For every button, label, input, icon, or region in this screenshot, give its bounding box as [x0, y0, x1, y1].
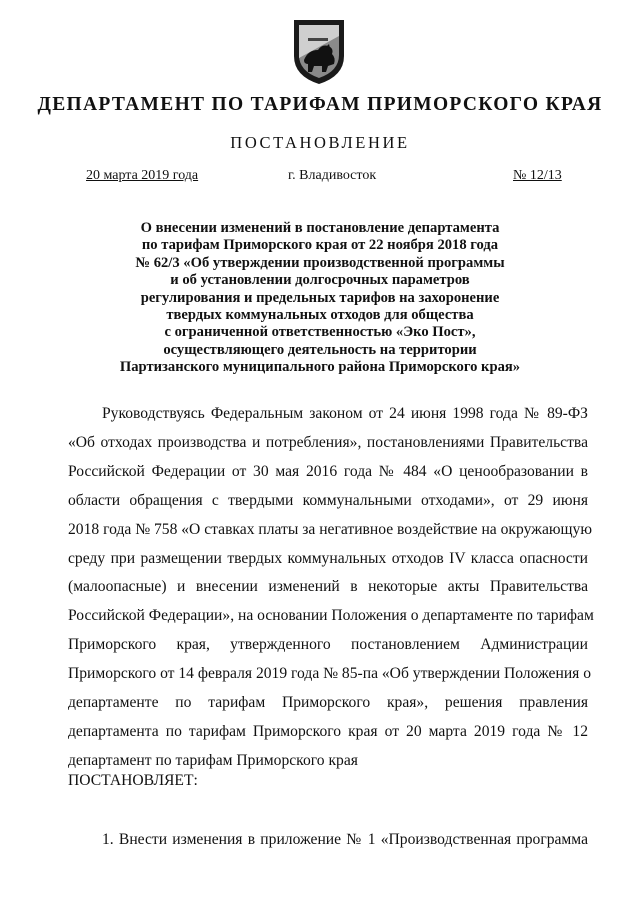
body-line: (малоопасные) и внесении изменений в некоторые акты Правительства — [68, 578, 588, 596]
body-line: Руководствуясь Федеральным законом от 24 июня 1998 года № 89-ФЗ — [102, 405, 588, 422]
item-1 — [68, 826, 588, 855]
title-line: по тарифам Приморского края от 22 ноября 2018 года — [141, 237, 499, 254]
body-line: департаменте по тарифам Приморского края», решения правления — [68, 694, 588, 712]
title-line: Партизанского муниципального района Приморского края» — [119, 359, 521, 376]
title-line: осуществляющего деятельность на территории — [163, 341, 477, 358]
title-line: № 62/3 «Об утверждении производственной программы — [135, 254, 505, 271]
title-line: твердых коммунальных отходов для общества — [166, 307, 474, 324]
document-type: ПОСТАНОВЛЕНИЕ — [230, 133, 410, 152]
item-1-line: 1. Внести изменения в приложение № 1 «Производственная программа — [102, 831, 588, 848]
body-line: Приморского края, утвержденного постановлением Администрации — [68, 636, 588, 654]
body-line: департамента по тарифам Приморского края от 20 марта 2019 года № 12 — [68, 722, 588, 740]
body-line: Российской Федерации», на основании Положения о департаменте по тарифам — [68, 607, 594, 625]
primorsky-krai-coat-of-arms-icon — [288, 16, 350, 86]
document-city: г. Владивосток — [288, 168, 377, 183]
body-line: Российской Федерации от 30 мая 2016 года № 484 «О ценообразовании в — [68, 462, 588, 480]
body-line: среду при размещении твердых коммунальных отходов IV класса опасности — [68, 549, 588, 567]
department-name: ДЕПАРТАМЕНТ ПО ТАРИФАМ ПРИМОРСКОГО КРАЯ — [37, 94, 603, 115]
title-line: с ограниченной ответственностью «Эко Пост», — [164, 324, 476, 341]
title-line: регулирования и предельных тарифов на захоронение — [140, 289, 500, 306]
resolves-heading: ПОСТАНОВЛЯЕТ: — [68, 772, 198, 789]
body-line: «Об отходах производства и потребления», постановлениями Правительства — [68, 433, 588, 451]
body-line: 2018 года № 758 «О ставках платы за негативное воздействие на окружающую — [68, 520, 592, 538]
document-number: № 12/13 — [513, 168, 562, 183]
preamble-paragraph — [68, 400, 594, 776]
title-line: и об установлении долгосрочных параметров — [170, 272, 470, 289]
body-line: области обращения с твердыми коммунальными отходами», от 29 июня — [68, 491, 588, 509]
body-line: департамент по тарифам Приморского края — [68, 751, 358, 769]
document-title — [80, 220, 560, 377]
document-date: 20 марта 2019 года — [86, 168, 199, 183]
title-line: О внесении изменений в постановление департамента — [140, 220, 500, 236]
body-line: Приморского от 14 февраля 2019 года № 85-па «Об утверждении Положения о — [68, 665, 592, 683]
